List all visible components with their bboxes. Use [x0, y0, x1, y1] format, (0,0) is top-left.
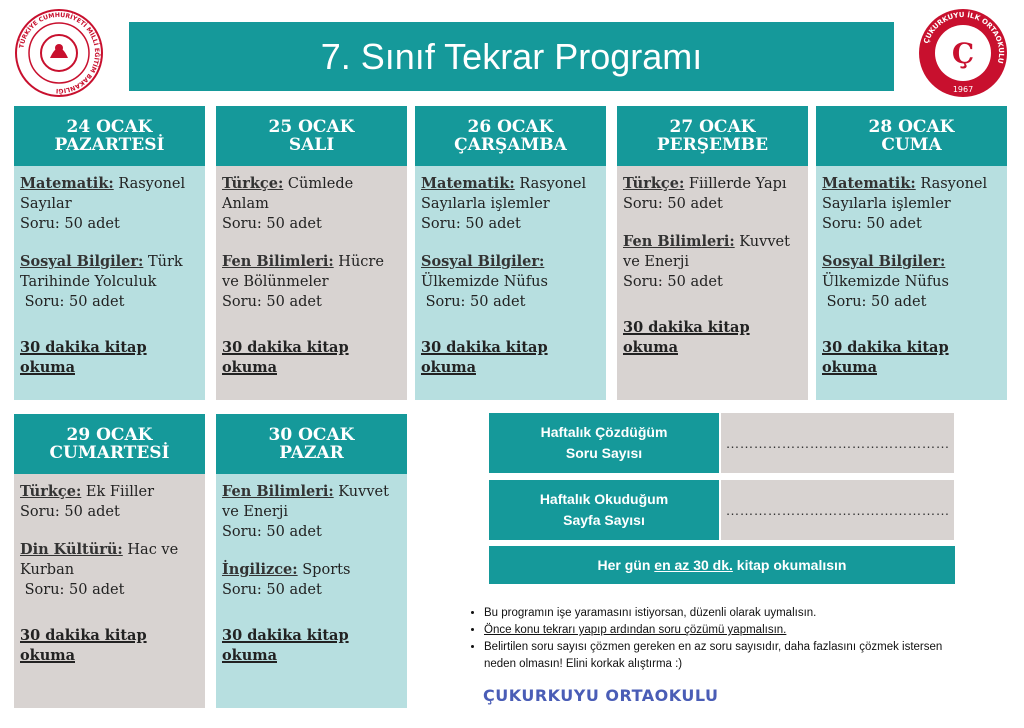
- task-block: [222, 252, 401, 312]
- task-topic: Hac ve Kurban: [20, 542, 179, 578]
- task-count: Soru: 50 adet: [222, 524, 322, 540]
- task-topic: Sports: [302, 562, 351, 578]
- task-count: Soru: 50 adet: [822, 294, 927, 310]
- reading-task: 30 dakika kitap okuma: [222, 339, 349, 376]
- day-tasks: [14, 474, 205, 708]
- task-subject: Türkçe:: [222, 175, 284, 192]
- day-date: 24 OCAK: [66, 117, 153, 137]
- task-topic: Hücre ve Bölünmeler: [222, 254, 384, 290]
- day-date: 27 OCAK: [669, 117, 756, 137]
- task-block: [822, 252, 1001, 312]
- day-date: 30 OCAK: [268, 425, 355, 445]
- day-weekday: PAZARTESİ: [54, 135, 165, 155]
- day-header: [14, 414, 205, 474]
- reading-task: 30 dakika kitap okuma: [20, 627, 147, 664]
- task-subject: Matematik:: [20, 175, 114, 192]
- day-header: [816, 106, 1007, 166]
- task-block: [623, 232, 802, 292]
- task-topic: Rasyonel Sayılarla işlemler: [822, 176, 988, 212]
- task-subject: Fen Bilimleri:: [623, 233, 735, 250]
- task-block: [822, 174, 1001, 234]
- weekly-questions-field[interactable]: …………………………………………: [721, 413, 954, 473]
- task-count: Soru: 50 adet: [822, 216, 922, 232]
- reading-task: 30 dakika kitap okuma: [421, 339, 548, 376]
- task-count: Soru: 50 adet: [20, 504, 120, 520]
- day-date: 26 OCAK: [467, 117, 554, 137]
- task-count: Soru: 50 adet: [421, 216, 521, 232]
- task-subject: İngilizce:: [222, 561, 298, 578]
- weekly-questions-label: Haftalık Çözdüğüm Soru Sayısı: [489, 413, 719, 473]
- daily-reading-banner: Her gün en az 30 dk. kitap okumalısın: [489, 546, 955, 584]
- day-card: [216, 414, 407, 708]
- day-header: [617, 106, 808, 166]
- task-block: [20, 540, 199, 600]
- task-subject: Sosyal Bilgiler:: [822, 253, 946, 270]
- svg-text:Ç: Ç: [951, 37, 975, 70]
- day-tasks: [617, 166, 808, 400]
- task-block: [421, 252, 600, 312]
- day-header: [14, 106, 205, 166]
- reading-task: 30 dakika kitap okuma: [222, 627, 349, 664]
- task-subject: Fen Bilimleri:: [222, 483, 334, 500]
- day-weekday: SALI: [288, 135, 335, 155]
- day-tasks: [216, 166, 407, 400]
- task-block: [222, 560, 401, 600]
- task-count: Soru: 50 adet: [20, 216, 120, 232]
- day-header: [415, 106, 606, 166]
- day-weekday: PERŞEMBE: [656, 135, 769, 155]
- day-header: [216, 106, 407, 166]
- svg-text:ÇUKURKUYU İLK ORTAOKULU: ÇUKURKUYU İLK ORTAOKULU: [922, 10, 1006, 65]
- task-count: Soru: 50 adet: [623, 196, 723, 212]
- day-weekday: ÇARŞAMBA: [454, 135, 567, 155]
- day-tasks: [816, 166, 1007, 400]
- reading-task: 30 dakika kitap okuma: [822, 339, 949, 376]
- day-date: 29 OCAK: [66, 425, 153, 445]
- task-block: [623, 174, 802, 214]
- school-name: ÇUKURKUYU ORTAOKULU: [483, 686, 719, 705]
- note-item: • Önce konu tekrarı yapıp ardından soru çözümü yapmalısın.: [484, 622, 970, 639]
- page-title: 7. Sınıf Tekrar Programı: [129, 22, 894, 91]
- task-subject: Fen Bilimleri:: [222, 253, 334, 270]
- task-topic: Ülkemizde Nüfus: [421, 274, 548, 290]
- weekly-pages-label: Haftalık Okuduğum Sayfa Sayısı: [489, 480, 719, 540]
- task-subject: Matematik:: [822, 175, 916, 192]
- school-logo: [918, 8, 1008, 98]
- task-topic: Kuvvet ve Enerji: [222, 484, 389, 520]
- day-card: [816, 106, 1007, 400]
- meb-logo: [14, 8, 104, 98]
- note-item: • Bu programın işe yaramasını istiyorsan, düzenli olarak uymalısın.: [484, 605, 970, 622]
- day-card: [415, 106, 606, 400]
- day-tasks: [216, 474, 407, 708]
- day-date: 25 OCAK: [268, 117, 355, 137]
- task-count: Soru: 50 adet: [20, 582, 125, 598]
- task-count: Soru: 50 adet: [222, 294, 322, 310]
- task-subject: Sosyal Bilgiler:: [20, 253, 144, 270]
- svg-text:TÜRKİYE CUMHURİYETİ MİLLİ EĞİT: TÜRKİYE CUMHURİYETİ MİLLİ EĞİTİM BAKANLIĞI: [18, 11, 101, 95]
- task-count: Soru: 50 adet: [20, 294, 125, 310]
- task-topic: Rasyonel Sayılarla işlemler: [421, 176, 587, 212]
- task-block: [20, 482, 199, 522]
- task-subject: Türkçe:: [20, 483, 82, 500]
- day-date: 28 OCAK: [868, 117, 955, 137]
- task-subject: Matematik:: [421, 175, 515, 192]
- day-tasks: [14, 166, 205, 400]
- note-item: • Belirtilen soru sayısı çözmen gereken en az soru sayısıdır, daha fazlasını çözmek istersen neden olmasın! Elini korkak alıştırma :): [484, 639, 970, 673]
- task-topic: Türk Tarihinde Yolculuk: [20, 254, 183, 290]
- task-subject: Din Kültürü:: [20, 541, 123, 558]
- task-count: Soru: 50 adet: [421, 294, 526, 310]
- task-block: [222, 482, 401, 542]
- task-topic: Ülkemizde Nüfus: [822, 274, 949, 290]
- task-topic: Cümlede Anlam: [222, 176, 354, 212]
- task-topic: Fiillerde Yapı: [688, 176, 787, 192]
- task-subject: Sosyal Bilgiler:: [421, 253, 545, 270]
- day-weekday: CUMARTESİ: [49, 443, 170, 463]
- task-subject: Türkçe:: [623, 175, 685, 192]
- task-block: [222, 174, 401, 234]
- task-topic: Ek Fiiller: [85, 484, 155, 500]
- svg-text:1967: 1967: [952, 85, 974, 94]
- task-count: Soru: 50 adet: [222, 582, 322, 598]
- task-block: [20, 174, 199, 234]
- task-topic: Rasyonel Sayılar: [20, 176, 186, 212]
- task-count: Soru: 50 adet: [222, 216, 322, 232]
- day-weekday: PAZAR: [279, 443, 344, 463]
- day-card: [216, 106, 407, 400]
- day-card: [14, 414, 205, 708]
- notes-list: [470, 605, 970, 673]
- day-tasks: [415, 166, 606, 400]
- day-card: [14, 106, 205, 400]
- reading-task: 30 dakika kitap okuma: [623, 319, 750, 356]
- weekly-pages-field[interactable]: …………………………………………: [721, 480, 954, 540]
- task-topic: Kuvvet ve Enerji: [623, 234, 790, 270]
- day-header: [216, 414, 407, 474]
- task-block: [20, 252, 199, 312]
- task-block: [421, 174, 600, 234]
- day-weekday: CUMA: [881, 135, 942, 155]
- day-card: [617, 106, 808, 400]
- task-count: Soru: 50 adet: [623, 274, 723, 290]
- reading-task: 30 dakika kitap okuma: [20, 339, 147, 376]
